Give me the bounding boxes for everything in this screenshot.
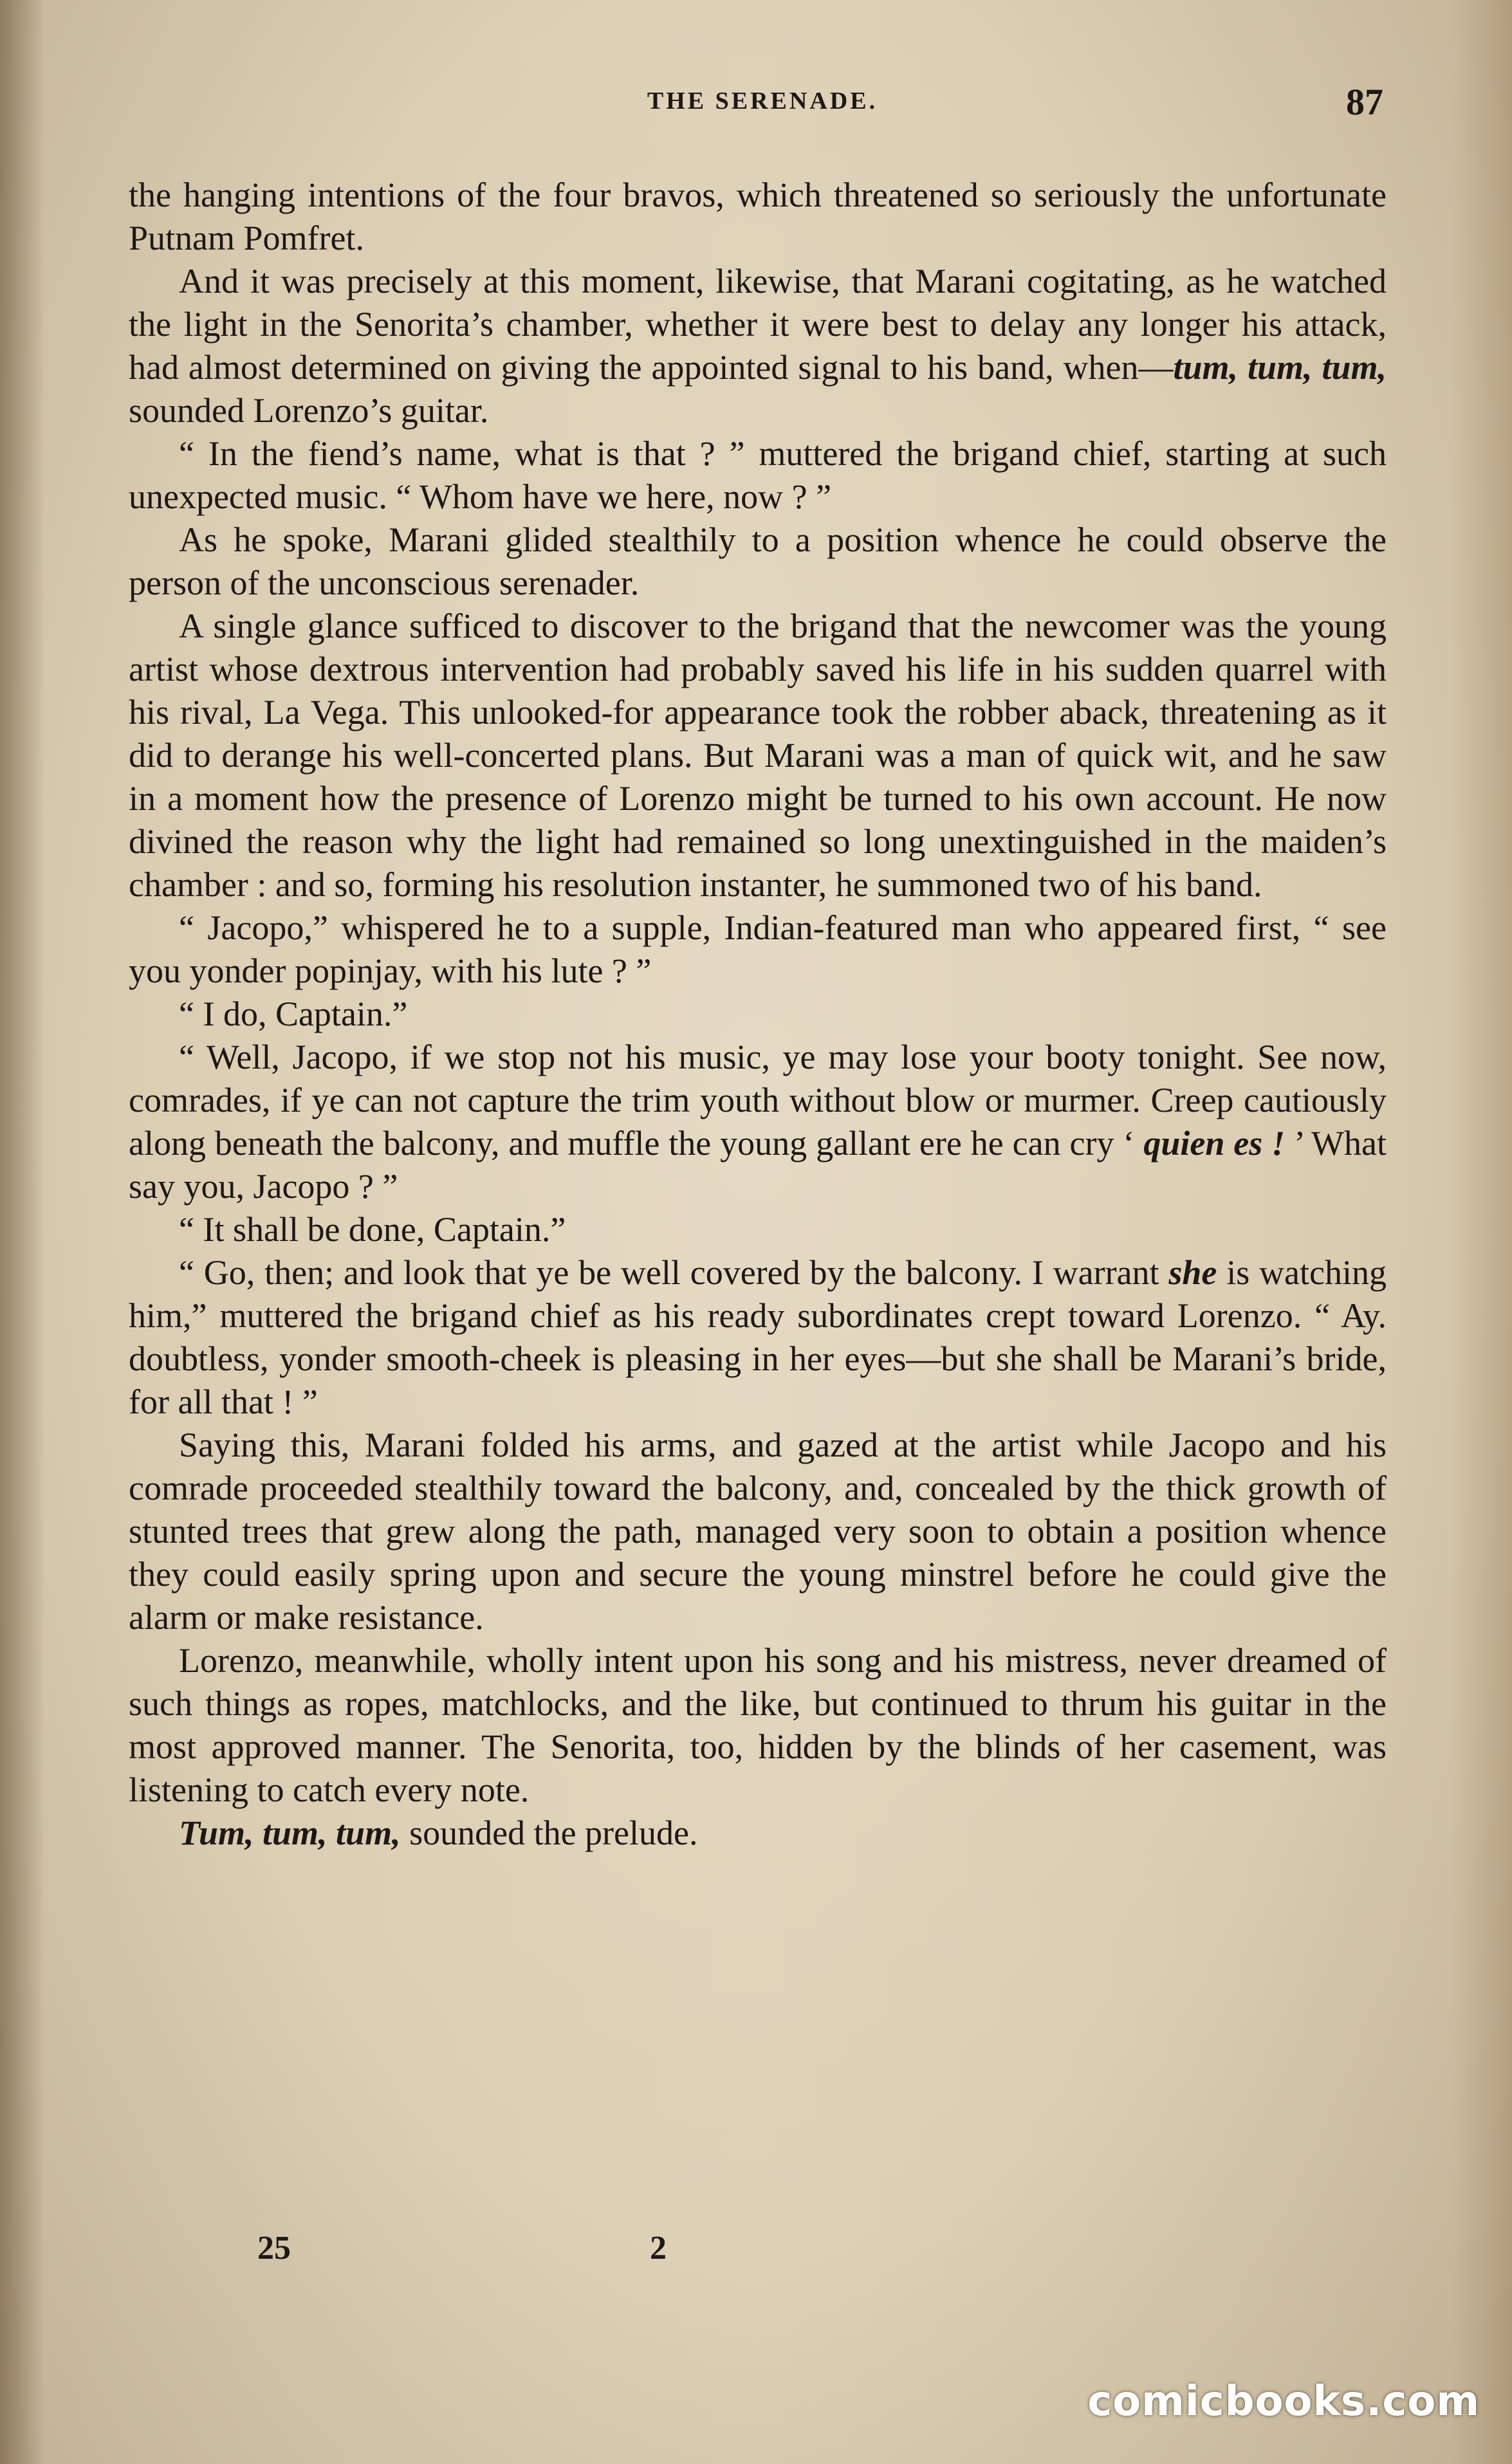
text-run: Saying this, Marani folded his arms, and gazed at the artist while Jacopo and his comrade proceeded stealthily toward the balcony, and, concealed by the thick growth of stunted trees that grew along the path, managed very soon to obtain a position whence they could easily spring upon and secure the young minstrel before he could give the alarm or make resistance. bbox=[129, 1426, 1387, 1637]
paragraph bbox=[129, 993, 1387, 1036]
site-watermark: comicbooks.com bbox=[1087, 2378, 1480, 2425]
paragraph bbox=[129, 174, 1387, 260]
paragraph bbox=[129, 1036, 1387, 1208]
paragraph bbox=[129, 519, 1387, 605]
paragraph bbox=[129, 906, 1387, 993]
italic-text: Tum, tum, tum, bbox=[179, 1814, 401, 1852]
text-run: “ It shall be done, Captain.” bbox=[179, 1210, 566, 1249]
text-run: “ Jacopo,” whispered he to a supple, Indian-featured man who appeared first, “ see you yonder popinjay, with his lute ? ” bbox=[129, 908, 1387, 990]
text-run: “ Go, then; and look that ye be well covered by the balcony. I warrant bbox=[179, 1253, 1169, 1292]
paragraph bbox=[129, 1251, 1387, 1424]
paragraph bbox=[129, 1812, 1387, 1855]
text-run: “ In the fiend’s name, what is that ? ” muttered the brigand chief, starting at such unexpected music. “ Whom have we here, now ? ” bbox=[129, 434, 1387, 516]
italic-text: tum, tum, tum, bbox=[1173, 348, 1387, 387]
page-footer bbox=[257, 2229, 772, 2274]
text-run: sounded the prelude. bbox=[400, 1814, 698, 1852]
text-run: is watching him,” muttered the brigand chief as his ready subordinates crept toward Lorenzo. “ Ay. doubtless, yonder smooth-cheek is pleasing in her eyes—but she shall be Marani’s bride, for all that ! ” bbox=[129, 1253, 1387, 1421]
paragraph bbox=[129, 1424, 1387, 1639]
text-run: A single glance sufficed to discover to the brigand that the newcomer was the young artist whose dextrous intervention had probably saved his life in his sudden quarrel with his rival, La Vega. This unlooked-for appearance took the robber aback, threatening as it did to derange his well-concerted plans. But Marani was a man of quick wit, and he saw in a moment how the presence of Lorenzo might be turned to his own account. He now divined the reason why the light had remained so long unextinguished in the maiden’s chamber : and so, forming his resolution instanter, he summoned two of his band. bbox=[129, 607, 1387, 904]
paragraph bbox=[129, 1639, 1387, 1812]
italic-text: she bbox=[1168, 1253, 1217, 1292]
running-head: THE SERENADE. bbox=[647, 87, 878, 115]
page-number: 87 bbox=[1346, 81, 1383, 123]
paragraph bbox=[129, 432, 1387, 519]
paragraph bbox=[129, 605, 1387, 906]
paragraph bbox=[129, 260, 1387, 432]
text-run: the hanging intentions of the four bravos, which threatened so seriously the unfortunate Putnam Pomfret. bbox=[129, 176, 1387, 257]
page-header bbox=[129, 80, 1396, 132]
signature-mark-right: 2 bbox=[650, 2230, 667, 2266]
text-run: And it was precisely at this moment, likewise, that Marani cogitating, as he watched the light in the Senorita’s chamber, whether it were best to delay any longer his attack, had almost determined on giving the appointed signal to his band, when— bbox=[129, 262, 1387, 387]
paragraph bbox=[129, 1208, 1387, 1251]
page-edge-shadow bbox=[0, 0, 45, 2464]
text-run: Lorenzo, meanwhile, wholly intent upon his song and his mistress, never dreamed of such things as ropes, matchlocks, and the like, but continued to thrum his guitar in the most approved manner. The Senorita, too, hidden by the blinds of her casement, was listening to catch every note. bbox=[129, 1641, 1387, 1809]
text-run: “ Well, Jacopo, if we stop not his music, ye may lose your booty tonight. See now, comrades, if ye can not capture the trim youth without blow or murmer. Creep cautiously along beneath the balcony, and muffle the young gallant ere he can cry ‘ bbox=[129, 1038, 1387, 1163]
italic-text: quien es ! bbox=[1143, 1124, 1286, 1163]
text-run: sounded Lorenzo’s guitar. bbox=[129, 391, 489, 430]
text-run: “ I do, Captain.” bbox=[179, 995, 408, 1033]
signature-mark-left: 25 bbox=[257, 2230, 291, 2266]
text-run: ’ What say you, Jacopo ? ” bbox=[129, 1124, 1387, 1206]
text-run: As he spoke, Marani glided stealthily to a position whence he could observe the person of the unconscious serenader. bbox=[129, 520, 1387, 602]
body-text bbox=[129, 174, 1387, 1855]
